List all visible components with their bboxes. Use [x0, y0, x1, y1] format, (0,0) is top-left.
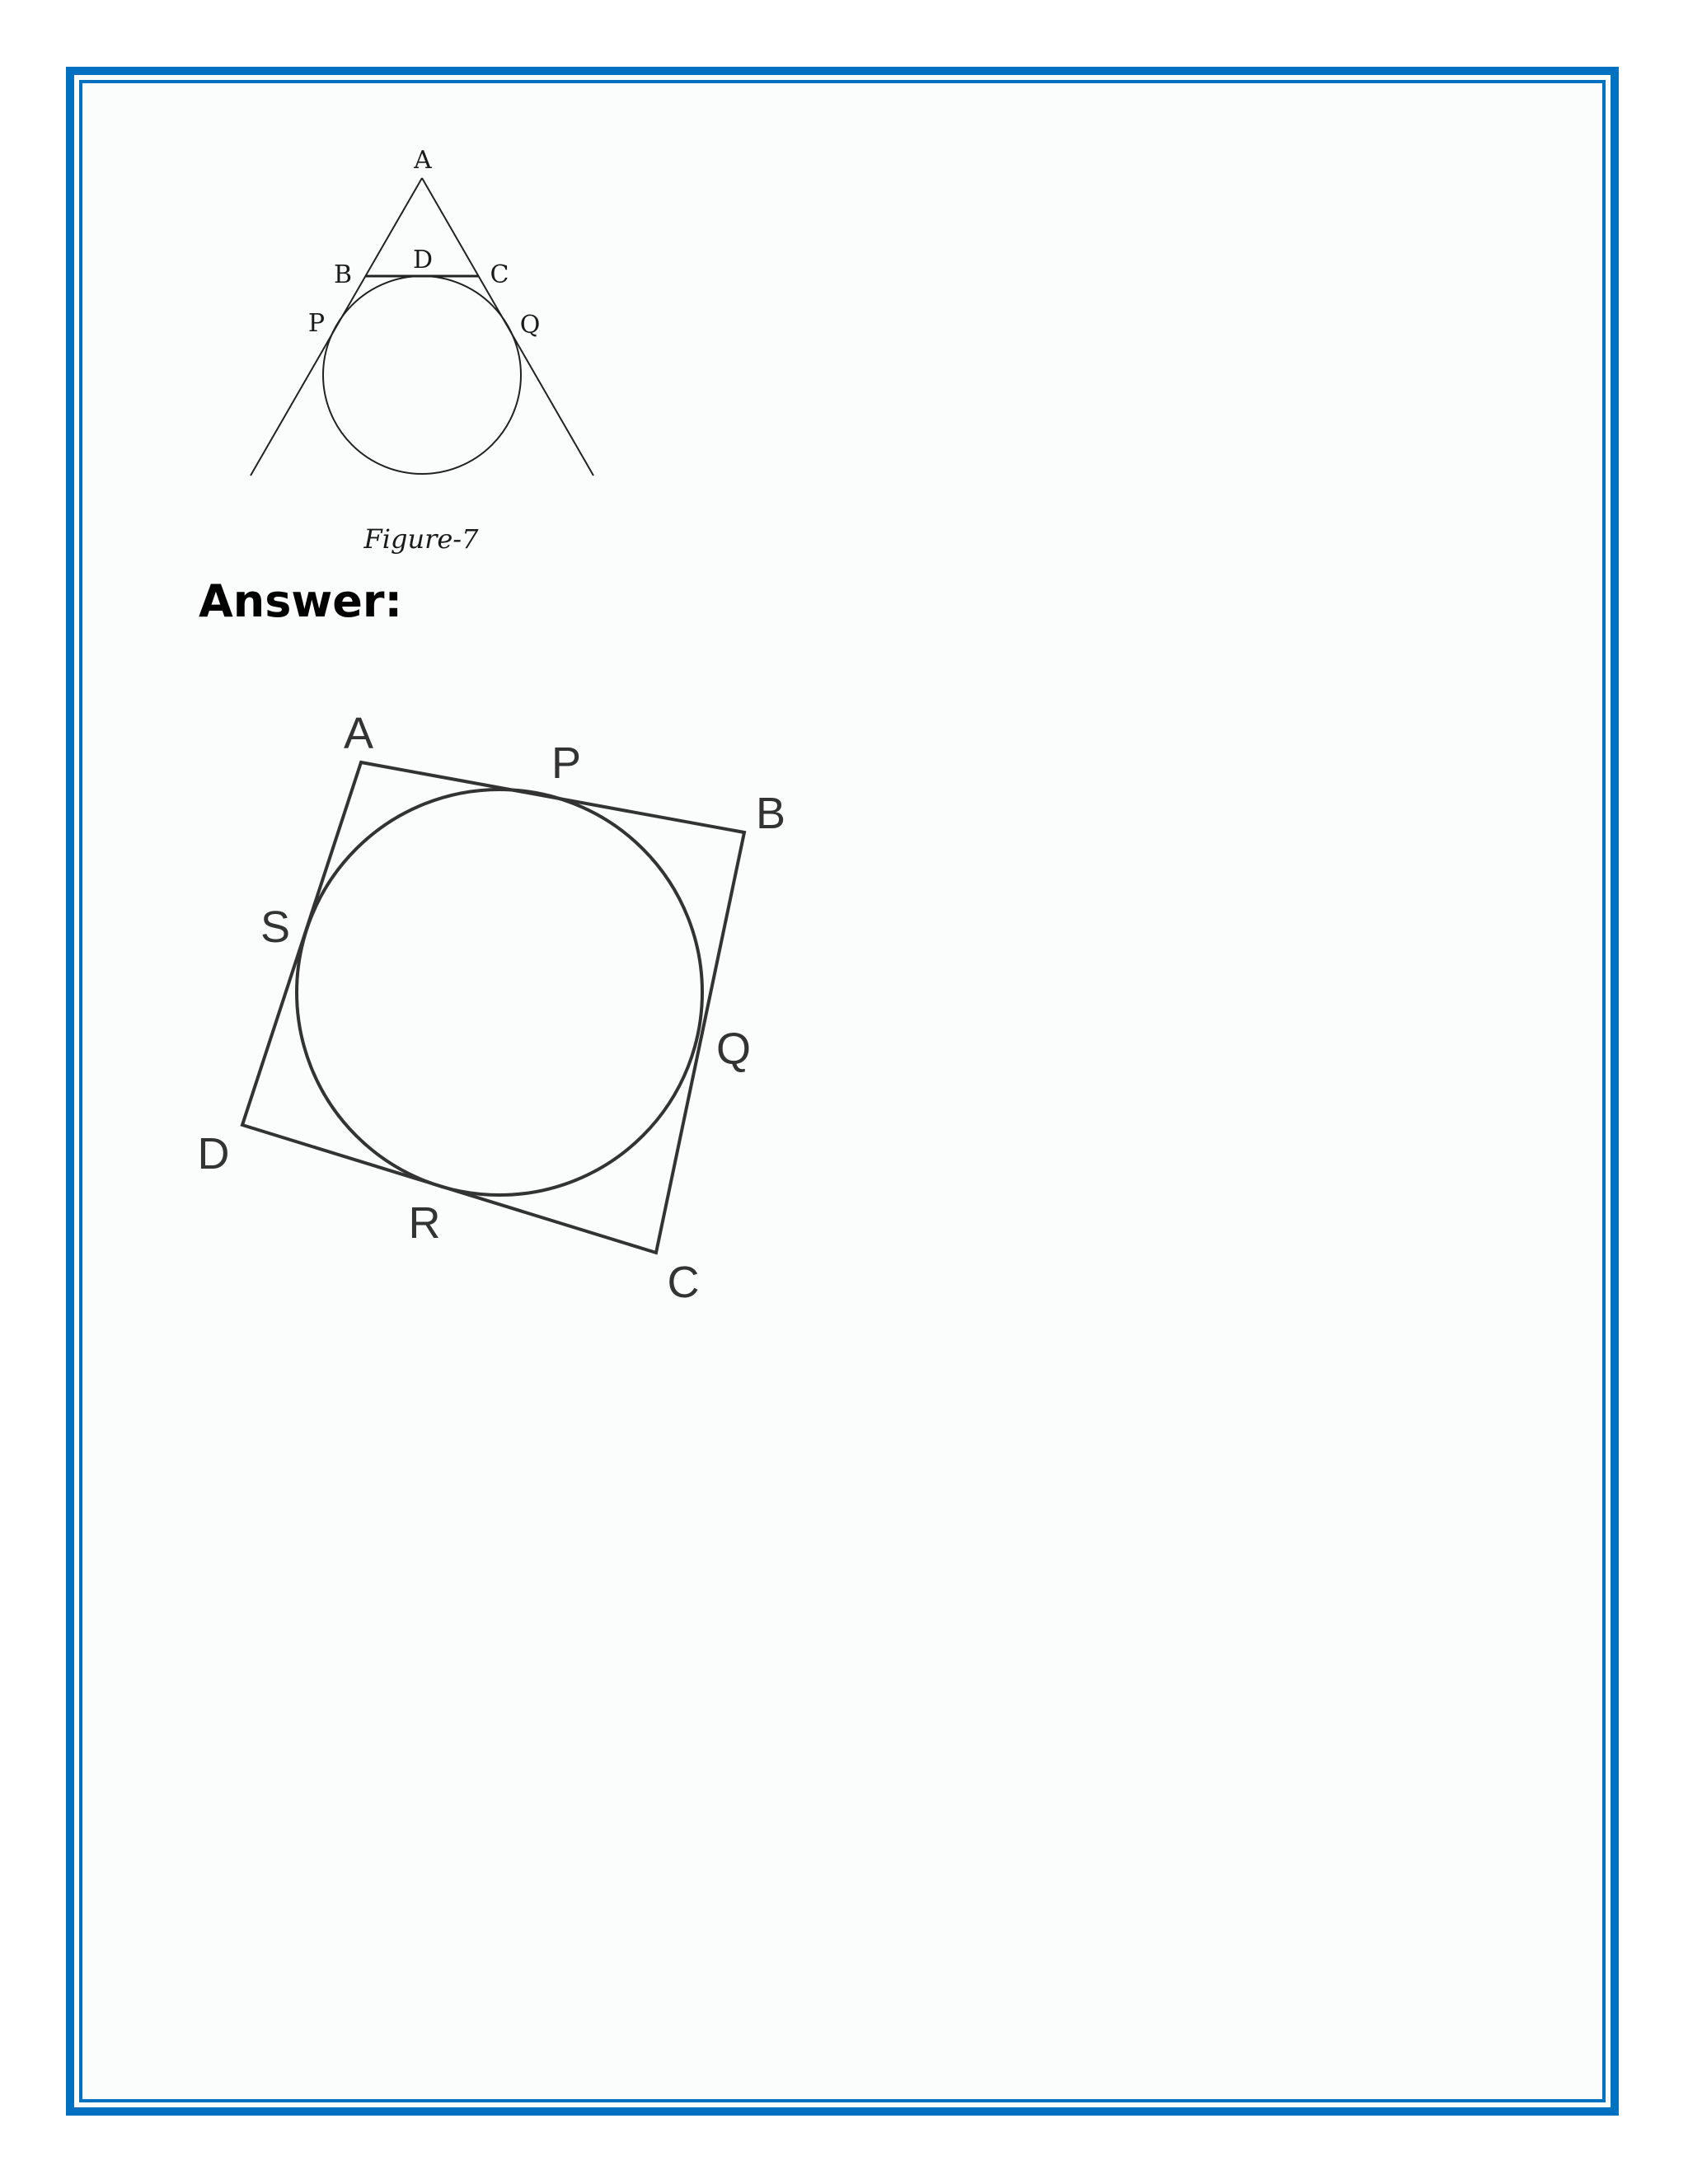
label-r: R — [408, 1198, 441, 1248]
label-b: B — [755, 789, 786, 838]
label-b: B — [333, 260, 353, 289]
label-a: A — [414, 146, 432, 175]
inscribed-circle — [297, 790, 702, 1195]
label-d: D — [412, 246, 434, 274]
figure-7 — [251, 146, 593, 555]
label-d: D — [197, 1129, 230, 1179]
label-c: C — [667, 1258, 700, 1307]
answer-figure — [198, 709, 786, 1307]
figure-caption: Figure-7 — [363, 523, 479, 555]
label-s: S — [260, 902, 291, 952]
answer-heading: Answer: — [199, 575, 403, 627]
circle — [323, 276, 521, 474]
label-q: Q — [715, 1024, 752, 1074]
label-q: Q — [519, 311, 541, 340]
label-p: P — [307, 309, 326, 338]
label-a: A — [343, 709, 374, 758]
quadrilateral-abcd — [242, 762, 744, 1253]
label-c: C — [490, 260, 509, 289]
label-p: P — [551, 738, 582, 788]
